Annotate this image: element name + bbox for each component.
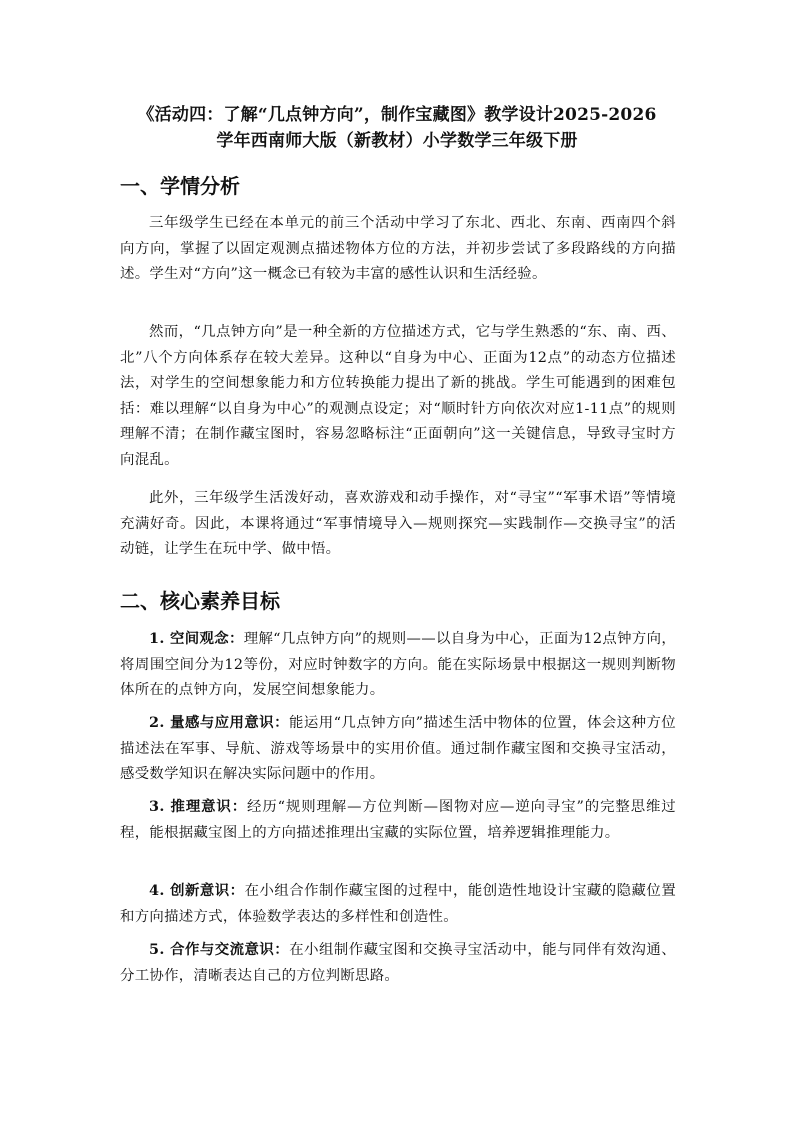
objective-item-4 xyxy=(120,878,676,930)
section2-heading: 二、核心素养目标 xyxy=(120,589,280,613)
document-title-line2: 学年西南师大版（新教材）小学数学三年级下册 xyxy=(216,131,578,151)
objective-label: 4. 创新意识： xyxy=(149,882,245,899)
objective-text: 在小组制作藏宝图和交换寻宝活动中，能与同伴有效沟通、分工协作，清晰表达自己的方位判断思路。 xyxy=(120,942,676,984)
objective-label: 5. 合作与交流意识： xyxy=(149,941,290,958)
objective-text: 理解“几点钟方向”的规则——以自身为中心，正面为12点钟方向，将周围空间分为12等份，对应时钟数字的方向。能在实际场景中根据这一规则判断物体所在的点钟方向，发展空间想象能力。 xyxy=(120,631,677,698)
section1-heading: 一、学情分析 xyxy=(120,174,240,198)
objective-text: 在小组合作制作藏宝图的过程中，能创造性地设计宝藏的隐藏位置和方向描述方式，体验数学表达的多样性和创造性。 xyxy=(120,883,677,925)
objective-item-1 xyxy=(120,626,676,704)
objective-label: 3. 推理意识： xyxy=(149,798,248,815)
section1-paragraph-2: 然而，“几点钟方向”是一种全新的方位描述方式，它与学生熟悉的“东、南、西、北”八个方向体系存在较大差异。这种以“自身为中心、正面为12点”的动态方位描述法，对学生的空间想象能力和方位转换能力提出了新的挑战。学生可能遇到的困难包括：难以理解“以自身为中心”的观测点设定；对“顺时针方向依次对应1-11点”的规则理解不清；在制作藏宝图时，容易忽略标注“正面朝向”这一关键信息，导致寻宝时方向混乱。 xyxy=(120,324,676,468)
objective-item-3 xyxy=(120,794,676,846)
section1-paragraph-1: 三年级学生已经在本单元的前三个活动中学习了东北、西北、东南、西南四个斜向方向，掌握了以固定观测点描述物体方位的方法，并初步尝试了多段路线的方向描述。学生对“方向”这一概念已有较为丰富的感性认识和生活经验。 xyxy=(120,215,676,282)
objective-item-5 xyxy=(120,937,676,989)
section1-paragraph-3: 此外，三年级学生活泼好动，喜欢游戏和动手操作，对“寻宝”“军事术语”等情境充满好奇。因此，本课将通过“军事情境导入—规则探究—实践制作—交换寻宝”的活动链，让学生在玩中学、做中悟。 xyxy=(120,490,676,557)
objective-item-2 xyxy=(120,710,676,788)
objective-label: 2. 量感与应用意识： xyxy=(149,714,289,731)
objective-text: 能运用“几点钟方向”描述生活中物体的位置，体会这种方位描述法在军事、导航、游戏等场景中的实用价值。通过制作藏宝图和交换寻宝活动，感受数学知识在解决实际问题中的作用。 xyxy=(120,715,676,782)
document-title-line1: 《活动四：了解“几点钟方向”，制作宝藏图》教学设计2025-2026 xyxy=(137,105,657,125)
objective-label: 1. 空间观念： xyxy=(149,630,244,647)
objective-text: 经历“规则理解—方位判断—图物对应—逆向寻宝”的完整思维过程，能根据藏宝图上的方向描述推理出宝藏的实际位置，培养逻辑推理能力。 xyxy=(120,799,676,841)
